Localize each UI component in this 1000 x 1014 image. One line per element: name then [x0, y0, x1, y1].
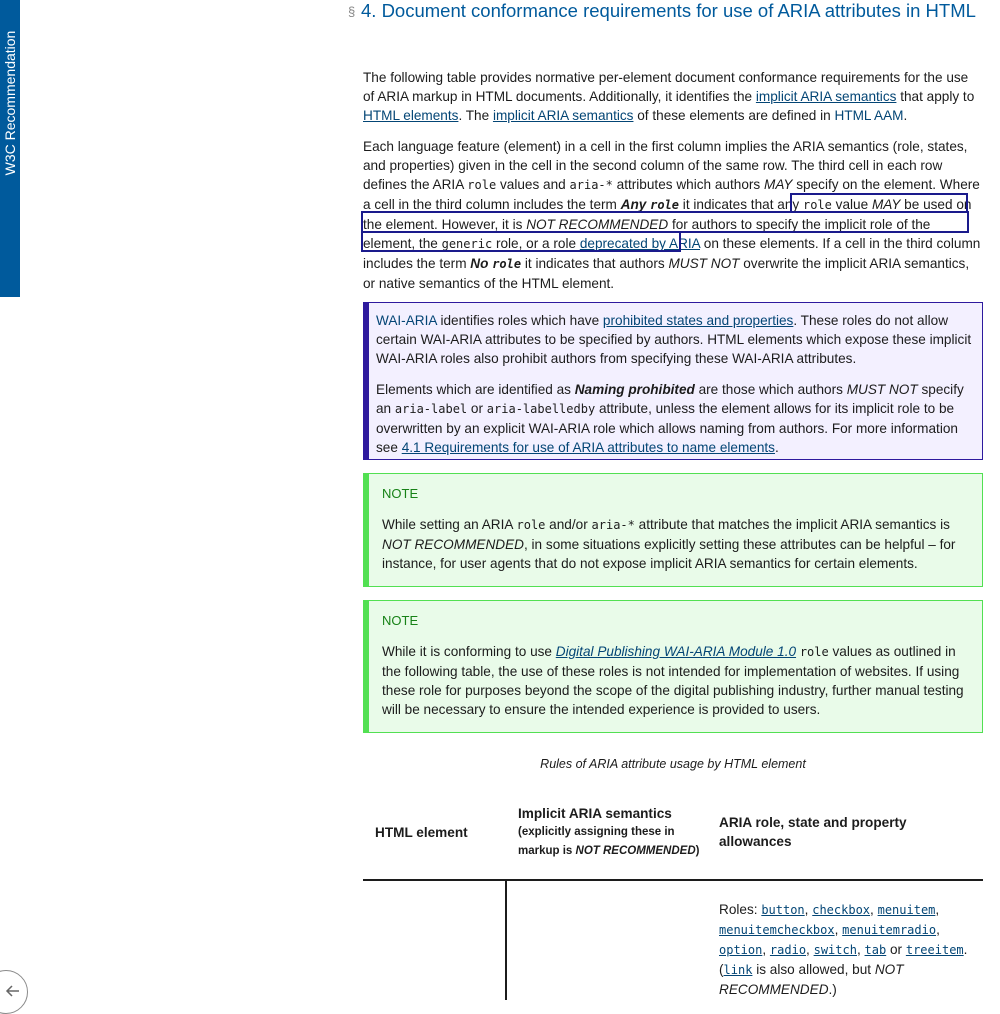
role-link[interactable]: switch: [813, 943, 857, 957]
role-link[interactable]: menuitem: [877, 903, 936, 917]
role-link[interactable]: menuitemradio: [842, 923, 937, 937]
role-link[interactable]: menuitemcheckbox: [719, 923, 835, 937]
w3c-recommendation-logo[interactable]: [0, 0, 20, 297]
wai-aria-paragraph-2: Elements which are identified as Naming prohibited are those which authors MUST NOT specify an aria-label or aria-labelledby attribute, unless the element allows for its implicit role to be overwritten by an explicit WAI-ARIA role which allows naming from authors. For more information see 4.1 Requirements for use of ARIA attributes to name elements.: [376, 382, 964, 455]
naming-requirements-link[interactable]: 4.1 Requirements for use of ARIA attributes to name elements: [401, 440, 775, 455]
header-implicit-aria-semantics: Implicit ARIA semantics (explicitly assigning these in markup is NOT RECOMMENDED): [518, 806, 700, 857]
prohibited-states-link[interactable]: prohibited states and properties: [602, 313, 794, 328]
table-caption: Rules of ARIA attribute usage by HTML element: [540, 757, 806, 771]
role-link[interactable]: option: [719, 943, 763, 957]
note-text: While setting an ARIA role and/or aria-* attribute that matches the implicit ARIA semantics is NOT RECOMMENDED, in some situations explicitly setting these attributes can be helpful – for instance, for user agents that do not expose implicit ARIA semantics for certain elements.: [382, 517, 956, 571]
note-box-1: [363, 473, 983, 587]
deprecated-by-aria-link[interactable]: deprecated by ARIA: [579, 236, 700, 251]
intro-paragraph: The following table provides normative per-element document conformance requirements for the use of ARIA markup in HTML documents. Additionally, it identifies the implicit ARIA semantics that apply to HTML elements. The implicit ARIA semantics of these elements are defined in HTML AAM.: [363, 70, 975, 123]
role-link[interactable]: treeitem: [905, 943, 964, 957]
role-link[interactable]: tab: [864, 943, 887, 957]
arrow-left-icon: [5, 983, 21, 999]
implicit-aria-semantics-link-2[interactable]: implicit ARIA semantics: [492, 108, 634, 123]
logo-text: W3C Recommendation: [2, 30, 18, 176]
role-link[interactable]: button: [761, 903, 805, 917]
wai-aria-paragraph-1: WAI-ARIA identifies roles which have prohibited states and properties. These roles do not allow certain WAI-ARIA attributes to be specified by authors. HTML elements which expose these implicit WAI-ARIA roles also prohibit authors from specifying these WAI-ARIA attributes.: [376, 313, 972, 366]
language-feature-paragraph: Each language feature (element) in a cell in the first column implies the ARIA semantics (role, states, and properties) given in the cell in the second column of the same row. The third cell in each row defines the ARIA role values and aria-* attributes which authors MAY specify on the element. Where a cell in the third column includes the term Any role it indicates that any role value MAY be used on the element. However, it is NOT RECOMMENDED for authors to specify the implicit role of the element, the generic role, or a role deprecated by ARIA on these elements. If a cell in the third column includes the term No role it indicates that authors MUST NOT overwrite the implicit ARIA semantics, or native semantics of the HTML element.: [363, 139, 981, 291]
table-column-divider: [505, 881, 507, 1000]
html-elements-link[interactable]: HTML elements: [363, 108, 459, 123]
role-link[interactable]: link: [723, 963, 753, 977]
dpub-aria-link[interactable]: Digital Publishing WAI-ARIA Module 1.0: [555, 644, 797, 659]
table-cell-allowances: Roles: button, checkbox, menuitem, menuitemcheckbox, menuitemradio, option, radio, switch, tab or treeitem. (link is also allowed, but NOT RECOMMENDED.): [719, 902, 968, 997]
role-link[interactable]: checkbox: [812, 903, 871, 917]
table-header-rule: [363, 879, 983, 881]
note-text: While it is conforming to use Digital Publishing WAI-ARIA Module 1.0 role values as outlined in the following table, the use of these roles is not intended for implementation of websites. If using these role for purposes beyond the scope of the digital publishing industry, further manual testing will be necessary to ensure the intended experience is provided to users.: [382, 644, 964, 717]
wai-aria-link[interactable]: WAI-ARIA: [376, 313, 437, 328]
note-heading: NOTE: [382, 613, 419, 628]
header-aria-allowances: ARIA role, state and property allowances: [719, 815, 907, 849]
role-link[interactable]: radio: [769, 943, 807, 957]
section-anchor[interactable]: §: [348, 4, 356, 19]
back-to-top-button[interactable]: [0, 970, 28, 1014]
header-html-element: HTML element: [375, 825, 468, 840]
wai-aria-prohibited-box: [363, 302, 983, 460]
note-box-2: [363, 600, 983, 733]
html-aam-link[interactable]: HTML AAM: [834, 108, 904, 123]
section-heading: 4. Document conformance requirements for use of ARIA attributes in HTML: [361, 0, 976, 21]
implicit-aria-semantics-link[interactable]: implicit ARIA semantics: [755, 89, 897, 104]
note-heading: NOTE: [382, 486, 419, 501]
